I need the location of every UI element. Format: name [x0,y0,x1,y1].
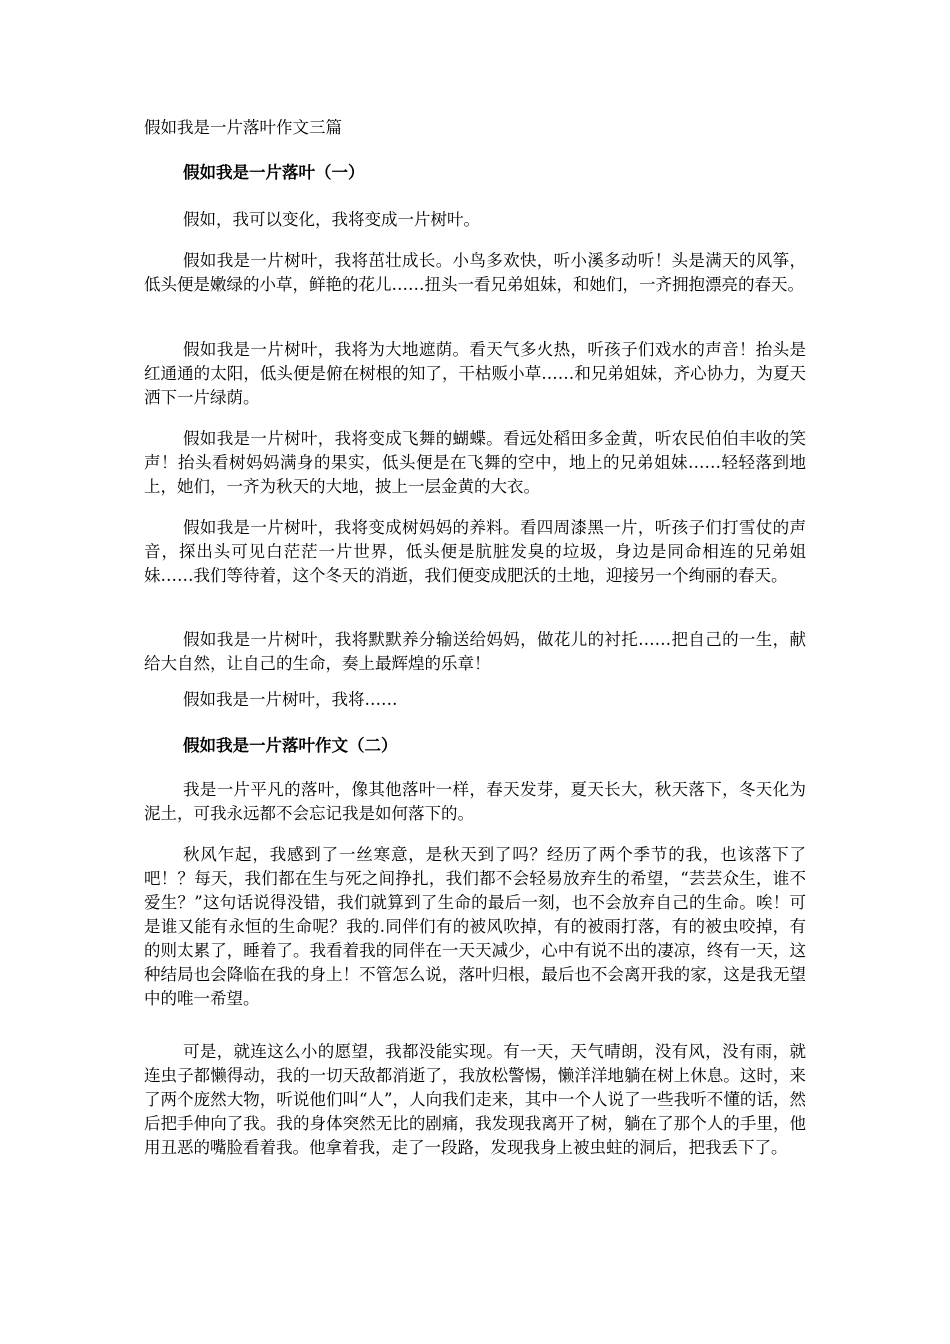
paragraph: 假如我是一片树叶，我将变成树妈妈的养料。看四周漆黑一片，听孩子们打雪仗的声音，探出头可见白茫茫一片世界，低头便是肮脏发臭的垃圾，身边是同命相连的兄弟姐妹……我们等待着，这个冬天的消逝，我们便变成肥沃的土地，迎接另一个绚丽的春天。 [144,518,806,585]
paragraph: 假如我是一片树叶，我将为大地遮荫。看天气多火热，听孩子们戏水的声音！抬头是红通通的太阳，低头便是俯在树根的知了，干枯贩小草……和兄弟姐妹，齐心协力，为夏天洒下一片绿荫。 [144,340,806,407]
section-heading-1: 假如我是一片落叶（一） [183,163,365,182]
paragraph: 假如我是一片树叶，我将…… [183,690,398,709]
paragraph: 我是一片平凡的落叶，像其他落叶一样，春天发芽，夏天长大，秋天落下，冬天化为泥土，可我永远都不会忘记我是如何落下的。 [144,780,806,823]
paragraph: 秋风乍起，我感到了一丝寒意，是秋天到了吗？经历了两个季节的我，也该落下了吧！？每天，我们都在生与死之间挣扎，我们都不会轻易放弃生的希望，“芸芸众生，谁不爱生？”这句话说得没错，我们就算到了生命的最后一刻，也不会放弃自己的生命。唉！可是谁又能有永恒的生命呢？我的.同伴们有的被风吹掉，有的被雨打落，有的被虫咬掉，有的则太累了，睡着了。我看着我的同伴在一天天减少，心中有说不出的凄凉，终有一天，这种结局也会降临在我的身上！不管怎么说，落叶归根，最后也不会离开我的家，这是我无望中的唯一希望。 [144,845,806,1008]
paragraph: 假如我是一片树叶，我将变成飞舞的蝴蝶。看远处稻田多金黄，听农民伯伯丰收的笑声！抬头看树妈妈满身的果实，低头便是在飞舞的空中，地上的兄弟姐妹……轻轻落到地上，她们，一齐为秋天的大地，披上一层金黄的大衣。 [144,429,806,496]
document-title: 假如我是一片落叶作文三篇 [144,118,342,137]
paragraph: 假如，我可以变化，我将变成一片树叶。 [183,210,480,229]
paragraph: 假如我是一片树叶，我将茁壮成长。小鸟多欢快，听小溪多动听！头是满天的风筝，低头便是嫩绿的小草，鲜艳的花儿……扭头一看兄弟姐妹，和她们，一齐拥抱漂亮的春天。 [144,251,806,294]
paragraph: 假如我是一片树叶，我将默默养分输送给妈妈，做花儿的衬托……把自己的一生，献给大自然，让自己的生命，奏上最辉煌的乐章！ [144,630,806,673]
section-heading-2: 假如我是一片落叶作文（二） [183,736,398,755]
paragraph: 可是，就连这么小的愿望，我都没能实现。有一天，天气晴朗，没有风，没有雨，就连虫子都懒得动，我的一切天敌都消逝了，我放松警惕，懒洋洋地躺在树上休息。这时，来了两个庞然大物，听说他们叫“人”，人向我们走来，其中一个人说了一些我听不懂的话，然后把手伸向了我。我的身体突然无比的剧痛，我发现我离开了树，躺在了那个人的手里，他用丑恶的嘴脸看着我。他拿着我，走了一段路，发现我身上被虫蛀的洞后，把我丢下了。 [144,1042,806,1157]
